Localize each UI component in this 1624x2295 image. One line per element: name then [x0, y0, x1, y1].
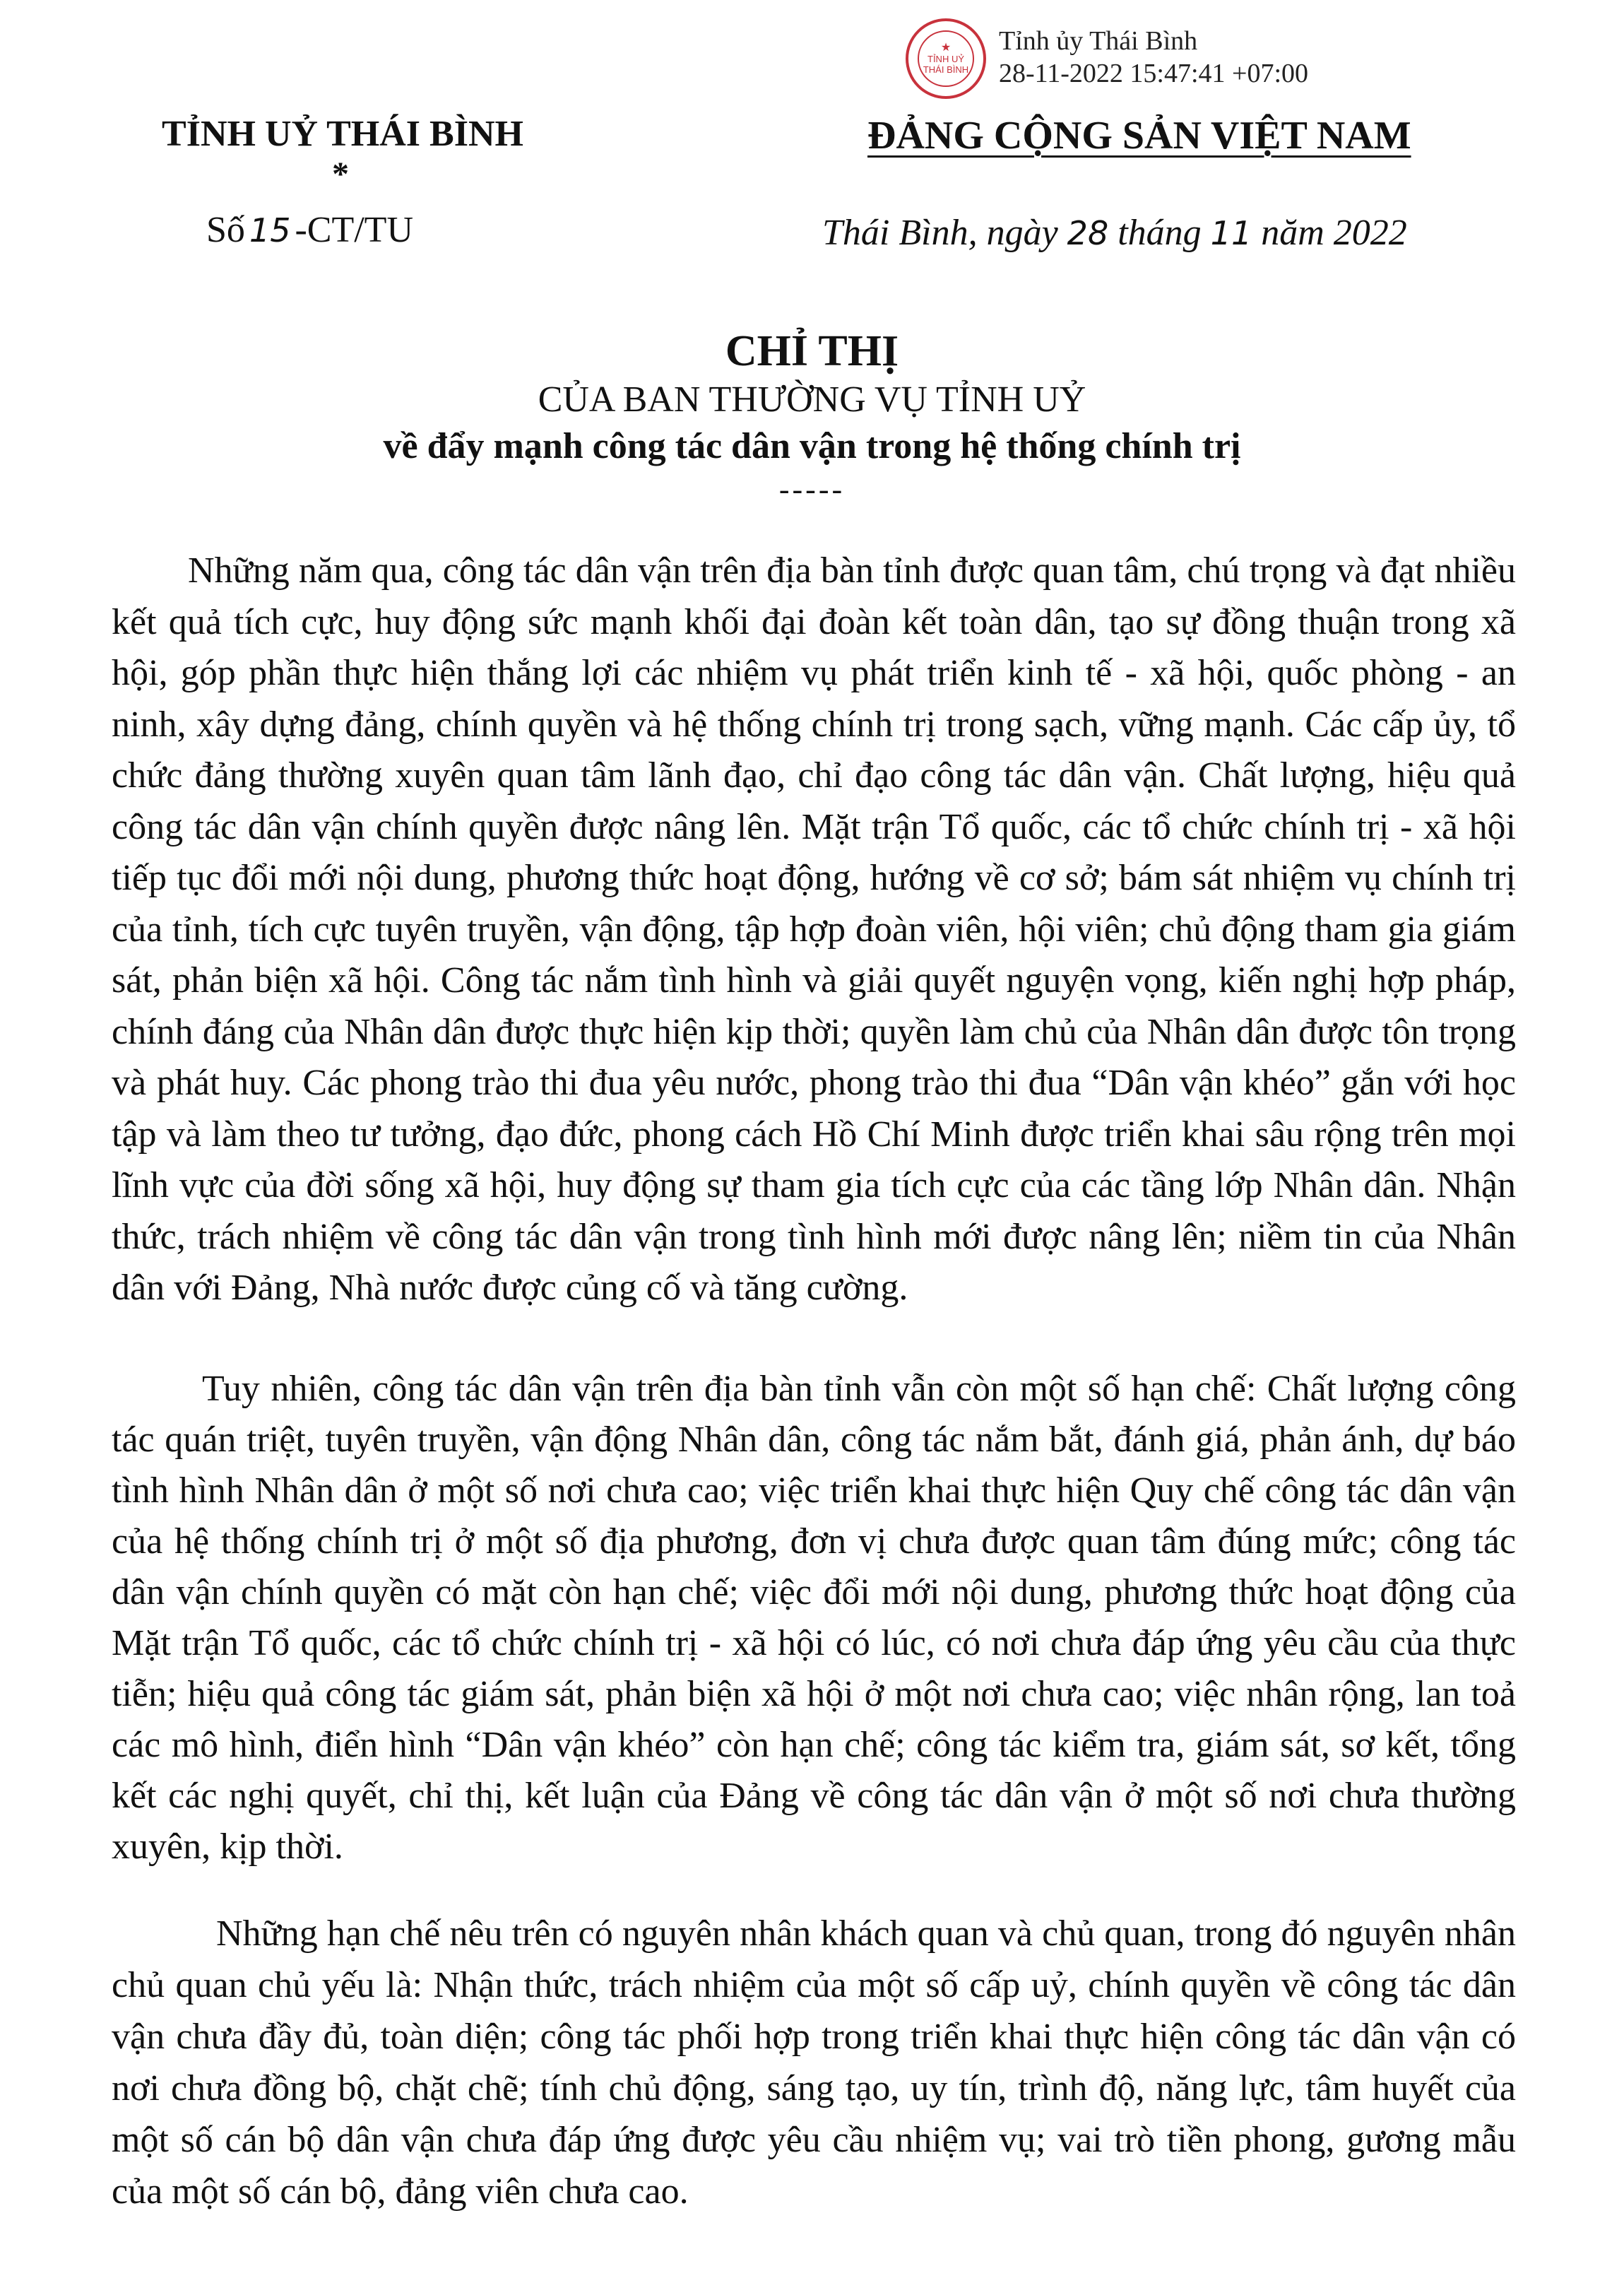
- document-number-value: 15: [249, 211, 291, 249]
- document-number-prefix: Số: [206, 210, 245, 250]
- date-prefix: Thái Bình, ngày: [822, 213, 1058, 253]
- issue-date: [822, 212, 1407, 254]
- document-issuer: CỦA BAN THƯỜNG VỤ TỈNH UỶ: [538, 379, 1086, 420]
- header-star: *: [332, 155, 349, 193]
- signature-timestamp: 28-11-2022 15:47:41 +07:00: [999, 59, 1309, 88]
- date-month: 11: [1210, 214, 1252, 252]
- digital-signature-seal: [906, 18, 986, 99]
- document-type: CHỈ THỊ: [725, 327, 899, 375]
- date-year: năm 2022: [1261, 213, 1407, 253]
- body-paragraph: Tuy nhiên, công tác dân vận trên địa bàn tỉnh vẫn còn một số hạn chế: Chất lượng công tác quán triệt, tuyên truyền, vận động Nhân dân, công tác nắm bắt, đánh giá, phản ánh, dự báo tình hình Nhân dân ở một số nơi chưa cao; việc triển khai thực hiện Quy chế công tác dân vận của hệ thống chính trị ở một số địa phương, đơn vị chưa được quan tâm đúng mức; công tác dân vận chính quyền có mặt còn hạn chế; việc đổi mới nội dung, phương thức hoạt động của Mặt trận Tổ quốc, các tổ chức chính trị - xã hội có lúc, có nơi chưa đáp ứng yêu cầu của thực tiễn; hiệu quả công tác giám sát, phản biện xã hội ở một nơi chưa cao; việc nhân rộng, lan toả các mô hình, điển hình “Dân vận khéo” còn hạn chế; công tác kiểm tra, giám sát, sơ kết, tổng kết các nghị quyết, chỉ thị, kết luận của Đảng về công tác dân vận ở một số nơi chưa thường xuyên, kịp thời.: [112, 1369, 1516, 1867]
- party-name: ĐẢNG CỘNG SẢN VIỆT NAM: [867, 114, 1411, 158]
- issuing-organization: TỈNH UỶ THÁI BÌNH: [162, 114, 523, 154]
- document-subject: về đẩy mạnh công tác dân vận trong hệ thống chính trị: [383, 426, 1241, 466]
- seal-inner-ring: [918, 30, 974, 87]
- body-paragraph: Những năm qua, công tác dân vận trên địa bàn tỉnh được quan tâm, chú trọng và đạt nhiều kết quả tích cực, huy động sức mạnh khối đại đoàn kết toàn dân, tạo sự đồng thuận trong xã hội, góp phần thực hiện thắng lợi các nhiệm vụ phát triển kinh tế - xã hội, quốc phòng - an ninh, xây dựng đảng, chính quyền và hệ thống chính trị trong sạch, vững mạnh. Các cấp ủy, tổ chức đảng thường xuyên quan tâm lãnh đạo, chỉ đạo công tác dân vận. Chất lượng, hiệu quả công tác dân vận chính quyền được nâng lên. Mặt trận Tổ quốc, các tổ chức chính trị - xã hội tiếp tục đổi mới nội dung, phương thức hoạt động, hướng về cơ sở; bám sát nhiệm vụ chính trị của tỉnh, tích cực tuyên truyền, vận động, tập hợp đoàn viên, hội viên; chủ động tham gia giám sát, phản biện xã hội. Công tác nắm tình hình và giải quyết nguyện vọng, kiến nghị hợp pháp, chính đáng của Nhân dân được thực hiện kịp thời; quyền làm chủ của Nhân dân được tôn trọng và phát huy. Các phong trào thi đua yêu nước, phong trào thi đua “Dân vận khéo” gắn với học tập và làm theo tư tưởng, đạo đức, phong cách Hồ Chí Minh được triển khai sâu rộng trên mọi lĩnh vực của đời sống xã hội, huy động sự tham gia tích cực của các tầng lớp Nhân dân. Nhận thức, trách nhiệm về công tác dân vận trong tình hình mới được nâng lên; niềm tin của Nhân dân với Đảng, Nhà nước được củng cố và tăng cường.: [112, 550, 1516, 1308]
- body-paragraph: Những hạn chế nêu trên có nguyên nhân khách quan và chủ quan, trong đó nguyên nhân chủ quan chủ yếu là: Nhận thức, trách nhiệm của một số cấp uỷ, chính quyền về công tác dân vận chưa đầy đủ, toàn diện; công tác phối hợp trong triển khai thực hiện công tác dân vận có nơi chưa đồng bộ, chặt chẽ; tính chủ động, sáng tạo, uy tín, trình độ, năng lực, tâm huyết của một số cán bộ dân vận chưa đáp ứng được yêu cầu nhiệm vụ; vai trò tiền phong, gương mẫu của một số cán bộ, đảng viên chưa cao.: [112, 1913, 1516, 2212]
- title-separator: -----: [778, 472, 846, 507]
- star-icon: ★: [940, 42, 952, 54]
- signature-signer: Tỉnh ủy Thái Bình: [999, 26, 1198, 56]
- date-day: 28: [1067, 214, 1109, 252]
- document-number: [206, 209, 413, 252]
- seal-text: TỈNH UỶ THÁI BÌNH: [923, 54, 969, 75]
- document-number-suffix: -CT/TU: [295, 210, 413, 250]
- date-month-label: tháng: [1118, 213, 1202, 253]
